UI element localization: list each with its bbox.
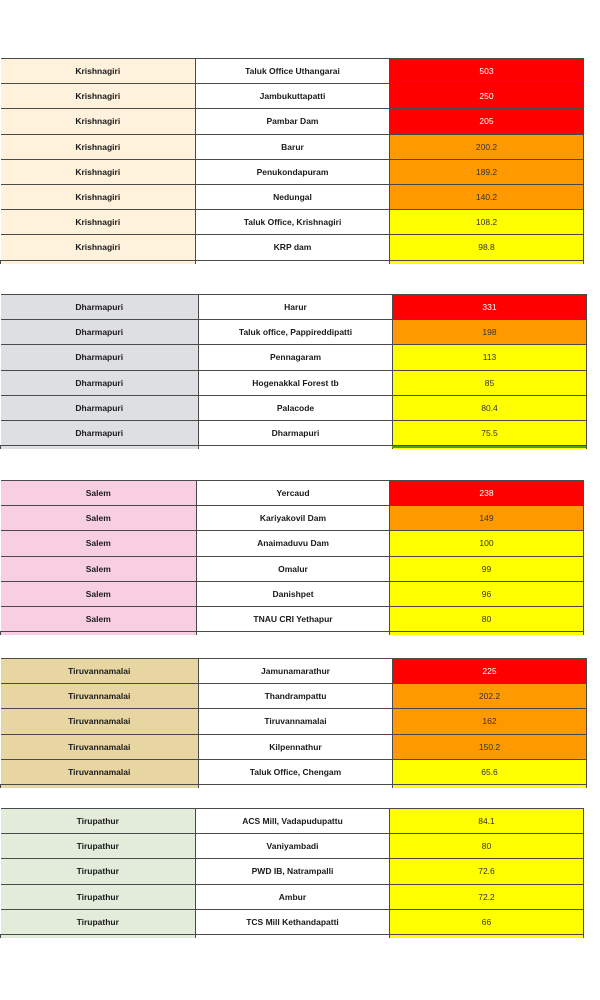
district-cell: Dharmapuri bbox=[1, 420, 199, 445]
rainfall-value-cell: 108.2 bbox=[390, 210, 584, 235]
table-row bbox=[1, 159, 584, 184]
district-cell: Salem bbox=[1, 531, 197, 556]
green-underline bbox=[392, 446, 586, 448]
district-cell: Tirupathur bbox=[1, 859, 196, 884]
table-row bbox=[1, 295, 587, 320]
rainfall-value-cell: 331 bbox=[393, 295, 587, 320]
edge-cell bbox=[196, 260, 390, 264]
table-row bbox=[1, 709, 587, 734]
district-cell: Tiruvannamalai bbox=[1, 709, 199, 734]
rainfall-value-cell: 162 bbox=[393, 709, 587, 734]
rainfall-table-dharmapuri bbox=[0, 294, 587, 449]
rainfall-value-cell: 96 bbox=[390, 581, 584, 606]
edge-cell bbox=[1, 784, 199, 788]
district-cell: Dharmapuri bbox=[1, 370, 199, 395]
station-cell: Barur bbox=[196, 134, 390, 159]
district-cell: Dharmapuri bbox=[1, 395, 199, 420]
district-cell: Tiruvannamalai bbox=[1, 734, 199, 759]
rainfall-value-cell: 200.2 bbox=[390, 134, 584, 159]
table-row bbox=[1, 59, 584, 84]
table-row bbox=[1, 659, 587, 684]
district-cell: Tirupathur bbox=[1, 909, 196, 934]
rainfall-table-tirupathur bbox=[0, 808, 584, 938]
district-cell: Krishnagiri bbox=[1, 109, 196, 134]
table-row bbox=[1, 809, 584, 834]
rainfall-value-cell: 140.2 bbox=[390, 184, 584, 209]
station-cell: Penukondapuram bbox=[196, 159, 390, 184]
station-cell: Pennagaram bbox=[199, 345, 393, 370]
table-row bbox=[1, 684, 587, 709]
edge-cell bbox=[1, 446, 199, 450]
table-row bbox=[1, 734, 587, 759]
rainfall-value-cell: 100 bbox=[390, 531, 584, 556]
table-edge-row bbox=[1, 632, 584, 636]
table-row bbox=[1, 606, 584, 631]
table-row bbox=[1, 84, 584, 109]
table-row bbox=[1, 395, 587, 420]
table-edge-row bbox=[1, 260, 584, 264]
table-row bbox=[1, 759, 587, 784]
edge-cell bbox=[390, 934, 584, 938]
district-cell: Salem bbox=[1, 556, 197, 581]
station-cell: Taluk Office, Chengam bbox=[199, 759, 393, 784]
district-cell: Salem bbox=[1, 606, 197, 631]
station-cell: Hogenakkal Forest tb bbox=[199, 370, 393, 395]
station-cell: Taluk office, Pappireddipatti bbox=[199, 320, 393, 345]
rainfall-value-cell: 75.5 bbox=[393, 420, 587, 445]
rainfall-value-cell: 149 bbox=[390, 506, 584, 531]
district-cell: Krishnagiri bbox=[1, 235, 196, 260]
rainfall-value-cell: 189.2 bbox=[390, 159, 584, 184]
station-cell: Kariyakovil Dam bbox=[197, 506, 390, 531]
table-row bbox=[1, 320, 587, 345]
station-cell: Jamunamarathur bbox=[199, 659, 393, 684]
rainfall-table-tiruvannamalai bbox=[0, 658, 587, 788]
table-row bbox=[1, 909, 584, 934]
district-cell: Tiruvannamalai bbox=[1, 659, 199, 684]
edge-cell bbox=[390, 260, 584, 264]
station-cell: PWD IB, Natrampalli bbox=[196, 859, 390, 884]
station-cell: TNAU CRI Yethapur bbox=[197, 606, 390, 631]
rainfall-value-cell: 84.1 bbox=[390, 809, 584, 834]
table-edge-row bbox=[1, 934, 584, 938]
district-cell: Krishnagiri bbox=[1, 159, 196, 184]
station-cell: Yercaud bbox=[197, 481, 390, 506]
rainfall-table-salem bbox=[0, 480, 584, 635]
table-edge-row bbox=[1, 784, 587, 788]
station-cell: KRP dam bbox=[196, 235, 390, 260]
district-cell: Tirupathur bbox=[1, 809, 196, 834]
station-cell: Tiruvannamalai bbox=[199, 709, 393, 734]
table-row bbox=[1, 210, 584, 235]
edge-cell bbox=[390, 632, 584, 636]
rainfall-value-cell: 238 bbox=[390, 481, 584, 506]
station-cell: Harur bbox=[199, 295, 393, 320]
district-cell: Tiruvannamalai bbox=[1, 684, 199, 709]
rainfall-value-cell: 202.2 bbox=[393, 684, 587, 709]
table-row bbox=[1, 345, 587, 370]
edge-cell bbox=[199, 446, 393, 450]
district-cell: Tirupathur bbox=[1, 884, 196, 909]
table-row bbox=[1, 506, 584, 531]
table-row bbox=[1, 884, 584, 909]
rainfall-value-cell: 150.2 bbox=[393, 734, 587, 759]
station-cell: Danishpet bbox=[197, 581, 390, 606]
rainfall-table-krishnagiri bbox=[0, 58, 584, 264]
district-cell: Krishnagiri bbox=[1, 59, 196, 84]
station-cell: Taluk Office Uthangarai bbox=[196, 59, 390, 84]
station-cell: Thandrampattu bbox=[199, 684, 393, 709]
table-row bbox=[1, 134, 584, 159]
station-cell: ACS Mill, Vadapudupattu bbox=[196, 809, 390, 834]
table-row bbox=[1, 481, 584, 506]
station-cell: Kilpennathur bbox=[199, 734, 393, 759]
table-row bbox=[1, 109, 584, 134]
table-row bbox=[1, 581, 584, 606]
station-cell: Anaimaduvu Dam bbox=[197, 531, 390, 556]
district-cell: Salem bbox=[1, 481, 197, 506]
station-cell: Vaniyambadi bbox=[196, 834, 390, 859]
rainfall-value-cell: 85 bbox=[393, 370, 587, 395]
rainfall-value-cell: 65.6 bbox=[393, 759, 587, 784]
station-cell: Pambar Dam bbox=[196, 109, 390, 134]
table-row bbox=[1, 859, 584, 884]
district-cell: Salem bbox=[1, 581, 197, 606]
table-row bbox=[1, 235, 584, 260]
district-cell: Dharmapuri bbox=[1, 320, 199, 345]
district-cell: Krishnagiri bbox=[1, 210, 196, 235]
rainfall-value-cell: 99 bbox=[390, 556, 584, 581]
edge-cell bbox=[1, 934, 196, 938]
station-cell: Dharmapuri bbox=[199, 420, 393, 445]
edge-cell bbox=[196, 934, 390, 938]
station-cell: Omalur bbox=[197, 556, 390, 581]
station-cell: TCS Mill Kethandapatti bbox=[196, 909, 390, 934]
rainfall-value-cell: 250 bbox=[390, 84, 584, 109]
station-cell: Ambur bbox=[196, 884, 390, 909]
edge-cell bbox=[199, 784, 393, 788]
rainfall-value-cell: 205 bbox=[390, 109, 584, 134]
district-cell: Dharmapuri bbox=[1, 345, 199, 370]
edge-cell bbox=[1, 632, 197, 636]
district-cell: Krishnagiri bbox=[1, 84, 196, 109]
rainfall-value-cell: 72.2 bbox=[390, 884, 584, 909]
station-cell: Palacode bbox=[199, 395, 393, 420]
rainfall-value-cell: 80 bbox=[390, 834, 584, 859]
district-cell: Dharmapuri bbox=[1, 295, 199, 320]
edge-cell bbox=[1, 260, 196, 264]
station-cell: Taluk Office, Krishnagiri bbox=[196, 210, 390, 235]
district-cell: Salem bbox=[1, 506, 197, 531]
rainfall-value-cell: 113 bbox=[393, 345, 587, 370]
rainfall-value-cell: 198 bbox=[393, 320, 587, 345]
rainfall-value-cell: 503 bbox=[390, 59, 584, 84]
station-cell: Jambukuttapatti bbox=[196, 84, 390, 109]
table-row bbox=[1, 370, 587, 395]
rainfall-value-cell: 72.6 bbox=[390, 859, 584, 884]
district-cell: Tirupathur bbox=[1, 834, 196, 859]
table-row bbox=[1, 531, 584, 556]
district-cell: Tiruvannamalai bbox=[1, 759, 199, 784]
table-row bbox=[1, 556, 584, 581]
rainfall-value-cell: 80 bbox=[390, 606, 584, 631]
rainfall-value-cell: 225 bbox=[393, 659, 587, 684]
table-row bbox=[1, 834, 584, 859]
rainfall-value-cell: 80.4 bbox=[393, 395, 587, 420]
edge-cell bbox=[197, 632, 390, 636]
district-cell: Krishnagiri bbox=[1, 134, 196, 159]
edge-cell bbox=[393, 784, 587, 788]
table-row bbox=[1, 420, 587, 445]
rainfall-value-cell: 66 bbox=[390, 909, 584, 934]
station-cell: Nedungal bbox=[196, 184, 390, 209]
table-row bbox=[1, 184, 584, 209]
rainfall-value-cell: 98.8 bbox=[390, 235, 584, 260]
district-cell: Krishnagiri bbox=[1, 184, 196, 209]
